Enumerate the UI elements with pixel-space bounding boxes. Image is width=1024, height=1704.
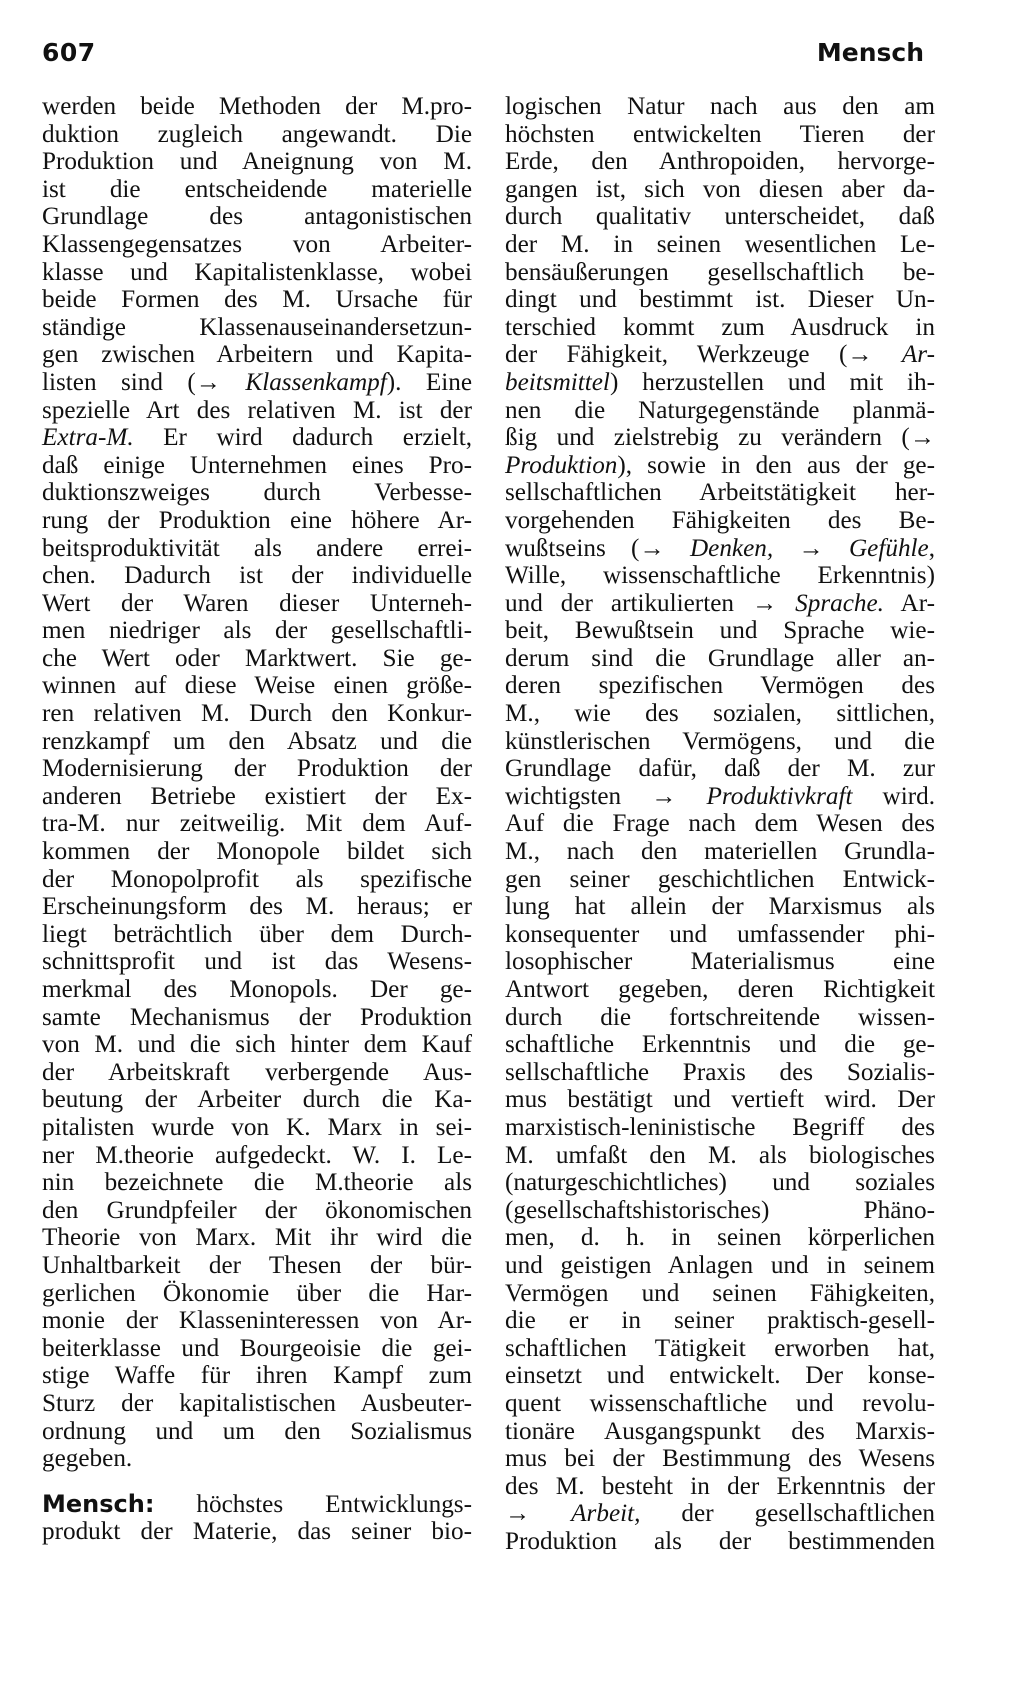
text-line: sellschaftliche Praxis des Sozialis- — [505, 1058, 935, 1086]
text-line: che Wert oder Marktwert. Sie ge- — [42, 644, 472, 672]
text-line: gangen ist, sich von diesen aber da- — [505, 175, 935, 203]
text-line: M. umfaßt den M. als biologisches — [505, 1141, 935, 1169]
text-line: konsequenter und umfassender phi- — [505, 920, 935, 948]
text-line: von M. und die sich hinter dem Kauf — [42, 1031, 472, 1059]
text-line: M., nach den materiellen Grundla- — [505, 838, 935, 866]
text-line: spezielle Art des relativen M. ist der — [42, 396, 472, 424]
text-line: bensäußerungen gesellschaftlich be- — [505, 258, 935, 286]
xref-link[interactable]: beitsmittel — [505, 368, 610, 396]
text-line: beitsmittel) herzustellen und mit ih- — [505, 368, 935, 396]
text-line: derum sind die Grundlage aller an- — [505, 644, 935, 672]
text-line: gerlichen Ökonomie über die Har- — [42, 1279, 472, 1307]
entry-headword: Mensch: — [42, 1489, 155, 1518]
xref-link[interactable]: Sprache. — [795, 589, 884, 617]
text-line: schaftlichen Tätigkeit erworben hat, — [505, 1334, 935, 1362]
text-line: der Fähigkeit, Werkzeuge (→ Ar- — [505, 341, 935, 369]
text-line: ist die entscheidende materielle — [42, 175, 472, 203]
arrow-icon: → — [195, 368, 221, 396]
text-line: klasse und Kapitalistenklasse, wobei — [42, 258, 472, 286]
text-line: Auf die Frage nach dem Wesen des — [505, 810, 935, 838]
text-line: anderen Betriebe existiert der Ex- — [42, 782, 472, 810]
text-line: sellschaftlichen Arbeitstätigkeit her- — [505, 479, 935, 507]
text-line: durch die fortschreitende wissen- — [505, 1003, 935, 1031]
text-line: monie der Klasseninteressen von Ar- — [42, 1307, 472, 1335]
text-line: Unhaltbarkeit der Thesen der bür- — [42, 1251, 472, 1279]
text-line: ständige Klassenauseinandersetzun- — [42, 313, 472, 341]
arrow-icon: → — [798, 534, 824, 562]
text-line: stige Waffe für ihren Kampf zum — [42, 1362, 472, 1390]
text-line: künstlerischen Vermögens, und die — [505, 727, 935, 755]
arrow-icon: → — [751, 589, 778, 617]
text-line: men, d. h. in seinen körperlichen — [505, 1224, 935, 1252]
text-line: Theorie von Marx. Mit ihr wird die — [42, 1224, 472, 1252]
text-line: Antwort gegeben, deren Richtigkeit — [505, 976, 935, 1003]
text-line: beutung der Arbeiter durch die Ka- — [42, 1086, 472, 1114]
page-number: 607 — [42, 38, 96, 67]
text-line: nen die Naturgegenstände planmä- — [505, 396, 935, 424]
text-line: M., wie des sozialen, sittlichen, — [505, 700, 935, 728]
text-line: beiterklasse und Bourgeoisie die gei- — [42, 1334, 472, 1362]
text-line: Vermögen und seinen Fähigkeiten, — [505, 1279, 935, 1307]
right-column — [505, 93, 935, 1555]
text-line: schaftliche Erkenntnis und die ge- — [505, 1031, 935, 1059]
text-line: werden beide Methoden der M.pro- — [42, 93, 472, 120]
text-line: (naturgeschichtliches) und soziales — [505, 1169, 935, 1197]
text-line: pitalisten wurde von K. Marx in sei- — [42, 1113, 472, 1141]
left-column — [42, 93, 472, 1546]
entry-start: Mensch: höchstes Entwicklungs- — [42, 1489, 472, 1518]
text-line: den Grundpfeiler der ökonomischen — [42, 1196, 472, 1224]
arrow-icon: → — [505, 1500, 531, 1528]
text-line: mus bestätigt und vertieft wird. Der — [505, 1086, 935, 1114]
text-line: Erscheinungsform des M. heraus; er — [42, 893, 472, 921]
text-line: der Monopolprofit als spezifische — [42, 865, 472, 893]
text-line: Sturz der kapitalistischen Ausbeuter- — [42, 1389, 472, 1417]
text-line: schnittsprofit und ist das Wesens- — [42, 948, 472, 976]
text-line: terschied kommt zum Ausdruck in — [505, 313, 935, 341]
running-head: Mensch — [816, 38, 924, 67]
text-line: quent wissenschaftliche und revolu- — [505, 1389, 935, 1417]
text-line: ner M.theorie aufgedeckt. W. I. Le- — [42, 1141, 472, 1169]
text-line: und der artikulierten → Sprache. Ar- — [505, 589, 936, 617]
text-line: renzkampf um den Absatz und die — [42, 727, 472, 755]
text-line: lung hat allein der Marxismus als — [505, 893, 935, 921]
text-line: Extra-M. Er wird dadurch erzielt, — [42, 424, 472, 452]
text-line: Klassengegensatzes von Arbeiter- — [42, 230, 472, 258]
xref-link[interactable]: Klassenkampf — [245, 368, 387, 396]
arrow-icon: → — [651, 782, 677, 810]
text-line: liegt beträchtlich über dem Durch- — [42, 920, 472, 948]
text-line: wußtseins (→ Denken, → Gefühle, — [505, 534, 936, 562]
text-line: die er in seiner praktisch-gesell- — [505, 1307, 935, 1335]
text-line: Produktion als der bestimmenden — [505, 1527, 935, 1555]
text-line: duktion zugleich angewandt. Die — [42, 120, 472, 148]
text-line: und geistigen Anlagen und in seinem — [505, 1251, 935, 1279]
text-line: chen. Dadurch ist der individuelle — [42, 562, 472, 590]
text-line: höchsten entwickelten Tieren der — [505, 120, 935, 148]
text-line: winnen auf diese Weise einen größe- — [42, 672, 472, 700]
text-line: dingt und bestimmt ist. Dieser Un- — [505, 286, 935, 314]
text-line: marxistisch-leninistische Begriff des — [505, 1113, 935, 1141]
text-line: beitsproduktivität als andere errei- — [42, 534, 472, 562]
text-line: kommen der Monopole bildet sich — [42, 838, 472, 866]
text-line: losophischer Materialismus eine — [505, 948, 935, 976]
xref-link[interactable]: Ar- — [901, 341, 935, 369]
text-line: rung der Produktion eine höhere Ar- — [42, 506, 472, 534]
text-line: Grundlage dafür, daß der M. zur — [505, 755, 935, 783]
text-line: listen sind (→ Klassenkampf). Eine — [42, 368, 472, 396]
text-line: samte Mechanismus der Produktion — [42, 1003, 472, 1031]
text-line: mus bei der Bestimmung des Wesens — [505, 1445, 935, 1473]
term: Extra-M. — [42, 424, 134, 452]
arrow-icon: → — [909, 424, 935, 452]
text-line: produkt der Materie, das seiner bio- — [42, 1518, 472, 1546]
text-line: ren relativen M. Durch den Konkur- — [42, 700, 472, 728]
text-line: deren spezifischen Vermögen des — [505, 672, 935, 700]
text-line: Modernisierung der Produktion der — [42, 755, 472, 783]
text-line: tra-M. nur zeitweilig. Mit dem Auf- — [42, 810, 472, 838]
text-line: Produktion und Aneignung von M. — [42, 148, 472, 176]
text-line: der Arbeitskraft verbergende Aus- — [42, 1058, 472, 1086]
text-line: gen seiner geschichtlichen Entwick- — [505, 865, 935, 893]
xref-link[interactable]: Produktivkraft — [706, 782, 853, 810]
text-line: → Arbeit, der gesellschaftlichen — [505, 1500, 935, 1528]
text-line: nin bezeichnete die M.theorie als — [42, 1169, 472, 1197]
text-line: logischen Natur nach aus den am — [505, 93, 935, 120]
text-line: der M. in seinen wesentlichen Le- — [505, 230, 935, 258]
text-line: durch qualitativ unterscheidet, daß — [505, 203, 935, 231]
text-line: tionäre Ausgangspunkt des Marxis- — [505, 1417, 935, 1445]
text-line: Erde, den Anthropoiden, hervorge- — [505, 148, 935, 176]
text-line: gen zwischen Arbeitern und Kapita- — [42, 341, 472, 369]
text-line: des M. besteht in der Erkenntnis der — [505, 1472, 935, 1500]
text-line: beide Formen des M. Ursache für — [42, 286, 472, 314]
text-line: daß einige Unternehmen eines Pro- — [42, 451, 472, 479]
xref-link[interactable]: Produktion — [505, 451, 618, 479]
text-line: gegeben. — [42, 1445, 133, 1473]
text-line: vorgehenden Fähigkeiten des Be- — [505, 506, 935, 534]
text-line: ßig und zielstrebig zu verändern (→ — [505, 424, 935, 452]
arrow-icon: → — [847, 341, 873, 369]
arrow-icon: → — [639, 534, 665, 562]
text-line: wichtigsten → Produktivkraft wird. — [505, 782, 936, 810]
xref-link[interactable]: Denken, — [689, 534, 774, 562]
text-line: Wille, wissenschaftliche Erkenntnis) — [505, 562, 935, 590]
text-line: (gesellschaftshistorisches) Phäno- — [505, 1196, 935, 1224]
xref-link[interactable]: Arbeit, — [571, 1500, 641, 1528]
text-line: Produktion), sowie in den aus der ge- — [505, 451, 935, 479]
xref-link[interactable]: Gefühle — [848, 534, 929, 562]
text-line: men niedriger als der gesellschaftli- — [42, 617, 472, 645]
text-line: merkmal des Monopols. Der ge- — [42, 976, 472, 1003]
text-line: Wert der Waren dieser Unterneh- — [42, 589, 472, 617]
text-line: duktionszweiges durch Verbesse- — [42, 479, 472, 507]
text-line: ordnung und um den Sozialismus — [42, 1417, 472, 1445]
text-line: einsetzt und entwickelt. Der konse- — [505, 1362, 935, 1390]
text-line: Grundlage des antagonistischen — [42, 203, 472, 231]
text-line: beit, Bewußtsein und Sprache wie- — [505, 617, 935, 645]
